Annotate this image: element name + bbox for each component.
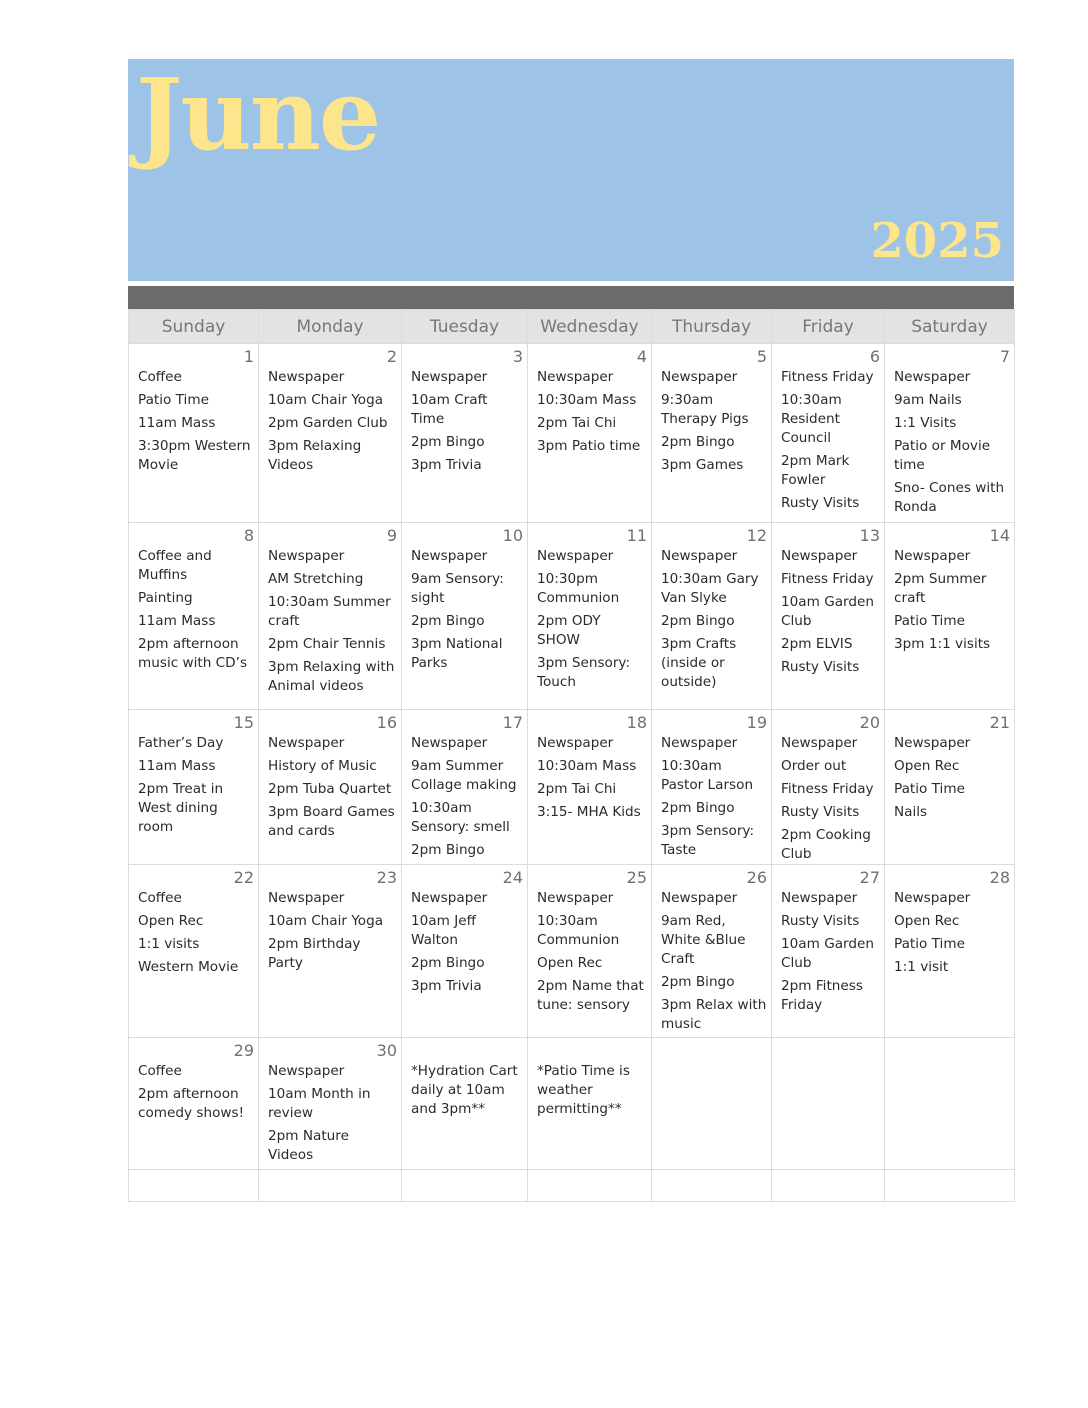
event-item: 2pm afternoon comedy shows!: [138, 1086, 245, 1121]
date-number: [781, 1040, 880, 1062]
event-item: 2pm Bingo: [411, 955, 485, 971]
event-item: Newspaper: [894, 735, 971, 751]
day-cell: [259, 1038, 402, 1170]
event-item: 2pm Name that tune: sensory: [537, 978, 644, 1013]
date-number: 7: [999, 347, 1010, 366]
date-number: [268, 1172, 397, 1194]
date-number: 5: [756, 347, 767, 366]
day-cell: [259, 344, 402, 523]
event-item: 2pm Tuba Quartet: [268, 781, 392, 797]
day-cell: [528, 1038, 652, 1170]
event-item: 3pm Sensory: Touch: [537, 655, 631, 690]
event-item: 3:15- MHA Kids: [537, 804, 641, 820]
day-cell: [259, 710, 402, 865]
day-cell: [885, 710, 1015, 865]
day-cell: [402, 865, 528, 1038]
event-item: 2pm Mark Fowler: [781, 453, 850, 488]
day-cell: [772, 865, 885, 1038]
day-cell: [652, 523, 772, 710]
event-item: Newspaper: [661, 369, 738, 385]
event-item: History of Music: [268, 758, 377, 774]
weekday-tuesday: Tuesday: [402, 310, 528, 344]
date-number: 14: [989, 526, 1010, 545]
event-item: Fitness Friday: [781, 781, 874, 797]
date-number: [411, 1040, 523, 1062]
event-item: Patio Time: [138, 392, 209, 408]
day-cell: [259, 523, 402, 710]
date-number: 2: [386, 347, 397, 366]
event-item: 9am Nails: [894, 392, 962, 408]
date-number: 10: [502, 526, 523, 545]
date-number: 22: [233, 868, 254, 887]
date-number: 9: [386, 526, 397, 545]
week-row: [129, 344, 1015, 523]
event-item: 10am Chair Yoga: [268, 392, 384, 408]
event-item: Newspaper: [411, 548, 488, 564]
event-item: 2pm Garden Club: [268, 415, 388, 431]
day-cell: [885, 865, 1015, 1038]
day-cell: [772, 1038, 885, 1170]
event-item: 2pm ODY SHOW: [537, 613, 601, 648]
event-item: 9am Summer Collage making: [411, 758, 517, 793]
event-item: 10:30am Resident Council: [781, 392, 842, 446]
date-number: [661, 1172, 767, 1194]
event-item: 11am Mass: [138, 758, 216, 774]
weekday-friday: Friday: [772, 310, 885, 344]
month-title: June: [136, 58, 380, 173]
date-number: 12: [746, 526, 767, 545]
day-cell: [528, 710, 652, 865]
date-number: [894, 1172, 1010, 1194]
date-number: 30: [376, 1041, 397, 1060]
day-cell: [885, 1038, 1015, 1170]
event-item: Newspaper: [781, 548, 858, 564]
event-item: 2pm Treat in West dining room: [138, 781, 224, 835]
event-item: Newspaper: [781, 735, 858, 751]
date-number: 1: [243, 347, 254, 366]
event-item: 10am Craft Time: [411, 392, 488, 427]
event-item: 2pm Tai Chi: [537, 415, 617, 431]
event-item: *Patio Time is weather permitting**: [537, 1063, 630, 1117]
day-cell: [129, 523, 259, 710]
day-cell: [772, 1170, 885, 1202]
event-item: Patio or Movie time: [894, 438, 991, 473]
event-item: 3pm Patio time: [537, 438, 641, 454]
date-number: 23: [376, 868, 397, 887]
day-cell: [652, 1038, 772, 1170]
day-cell: [652, 1170, 772, 1202]
day-cell: [885, 344, 1015, 523]
date-number: [537, 1172, 647, 1194]
event-item: 3pm National Parks: [411, 636, 503, 671]
event-item: 2pm Bingo: [411, 842, 485, 858]
event-item: Rusty Visits: [781, 804, 860, 820]
event-item: 1:1 visits: [138, 936, 200, 952]
event-item: 10am Garden Club: [781, 936, 875, 971]
day-cell: [129, 1038, 259, 1170]
event-item: 10:30am Summer craft: [268, 594, 391, 629]
event-item: Newspaper: [537, 890, 614, 906]
event-item: 3pm Relaxing with Animal videos: [268, 659, 395, 694]
day-cell: [652, 710, 772, 865]
event-item: 10:30am Pastor Larson: [661, 758, 754, 793]
event-item: Open Rec: [894, 758, 960, 774]
event-item: Open Rec: [537, 955, 603, 971]
week-row: [129, 865, 1015, 1038]
event-item: Newspaper: [268, 1063, 345, 1079]
date-number: [537, 1040, 647, 1062]
event-item: 2pm Bingo: [661, 613, 735, 629]
calendar-header: [128, 59, 1014, 281]
event-item: Newspaper: [268, 890, 345, 906]
date-number: 21: [989, 713, 1010, 732]
event-item: Newspaper: [894, 369, 971, 385]
event-item: Fitness Friday: [781, 369, 874, 385]
event-item: 2pm Tai Chi: [537, 781, 617, 797]
day-cell: [402, 1170, 528, 1202]
date-number: 4: [636, 347, 647, 366]
weekday-thursday: Thursday: [652, 310, 772, 344]
event-item: 3pm Games: [661, 457, 744, 473]
event-item: 11am Mass: [138, 415, 216, 431]
event-item: Newspaper: [411, 735, 488, 751]
day-cell: [259, 1170, 402, 1202]
event-item: 10am Jeff Walton: [411, 913, 476, 948]
week-row: [129, 710, 1015, 865]
event-item: 3:30pm Western Movie: [138, 438, 251, 473]
day-cell: [402, 344, 528, 523]
event-item: 11am Mass: [138, 613, 216, 629]
day-cell: [528, 1170, 652, 1202]
event-item: Coffee: [138, 890, 182, 906]
event-item: Coffee and Muffins: [138, 548, 212, 583]
event-item: Patio Time: [894, 936, 965, 952]
calendar-grid: [128, 309, 1015, 1202]
date-number: 27: [859, 868, 880, 887]
day-cell: [402, 523, 528, 710]
event-item: Rusty Visits: [781, 913, 860, 929]
event-item: Sno- Cones with Ronda: [894, 480, 1005, 515]
event-item: Newspaper: [894, 890, 971, 906]
year-title: 2025: [870, 213, 1004, 269]
date-number: 13: [859, 526, 880, 545]
date-number: 17: [502, 713, 523, 732]
event-item: Newspaper: [537, 369, 614, 385]
date-number: 8: [243, 526, 254, 545]
day-cell: [772, 523, 885, 710]
event-item: Coffee: [138, 1063, 182, 1079]
event-item: 2pm Bingo: [661, 800, 735, 816]
event-item: 10:30am Sensory: smell: [411, 800, 510, 835]
event-item: 9am Sensory: sight: [411, 571, 504, 606]
date-number: [411, 1172, 523, 1194]
event-item: 10am Garden Club: [781, 594, 875, 629]
event-item: 3pm Sensory: Taste: [661, 823, 755, 858]
event-item: Newspaper: [268, 369, 345, 385]
date-number: 24: [502, 868, 523, 887]
event-item: 10:30pm Communion: [537, 571, 620, 606]
date-number: 11: [626, 526, 647, 545]
event-item: 2pm afternoon music with CD’s: [138, 636, 248, 671]
week-row: [129, 1038, 1015, 1170]
event-item: Rusty Visits: [781, 659, 860, 675]
event-item: Father’s Day: [138, 735, 224, 751]
event-item: Open Rec: [138, 913, 204, 929]
event-item: 3pm Relax with music: [661, 997, 767, 1032]
day-cell: [129, 865, 259, 1038]
event-item: 3pm Crafts (inside or outside): [661, 636, 737, 690]
event-item: Western Movie: [138, 959, 239, 975]
day-cell: [885, 1170, 1015, 1202]
date-number: [138, 1172, 254, 1194]
event-item: 2pm Bingo: [411, 613, 485, 629]
event-item: Newspaper: [537, 735, 614, 751]
date-number: 29: [233, 1041, 254, 1060]
event-item: Newspaper: [661, 548, 738, 564]
header-divider-bar: [128, 286, 1014, 309]
event-item: 2pm Chair Tennis: [268, 636, 386, 652]
event-item: 10:30am Communion: [537, 913, 620, 948]
event-item: Newspaper: [537, 548, 614, 564]
date-number: [894, 1040, 1010, 1062]
event-item: Newspaper: [411, 369, 488, 385]
event-item: Newspaper: [894, 548, 971, 564]
event-item: Newspaper: [781, 890, 858, 906]
event-item: 9:30am Therapy Pigs: [661, 392, 749, 427]
weekday-monday: Monday: [259, 310, 402, 344]
event-item: 3pm 1:1 visits: [894, 636, 991, 652]
event-item: 2pm Bingo: [661, 434, 735, 450]
event-item: 2pm Birthday Party: [268, 936, 361, 971]
event-item: 1:1 Visits: [894, 415, 957, 431]
date-number: 6: [869, 347, 880, 366]
event-item: 10:30am Mass: [537, 758, 637, 774]
event-item: 2pm ELVIS: [781, 636, 853, 652]
date-number: 20: [859, 713, 880, 732]
date-number: [781, 1172, 880, 1194]
event-item: Patio Time: [894, 781, 965, 797]
event-item: Order out: [781, 758, 847, 774]
day-cell: [652, 344, 772, 523]
event-item: 3pm Relaxing Videos: [268, 438, 362, 473]
day-cell: [885, 523, 1015, 710]
weekday-saturday: Saturday: [885, 310, 1015, 344]
weekday-header-row: [129, 310, 1015, 344]
date-number: 19: [746, 713, 767, 732]
event-item: 2pm Summer craft: [894, 571, 987, 606]
event-item: *Hydration Cart daily at 10am and 3pm**: [411, 1063, 518, 1117]
event-item: Newspaper: [411, 890, 488, 906]
event-item: 3pm Board Games and cards: [268, 804, 395, 839]
event-item: AM Stretching: [268, 571, 364, 587]
weekday-wednesday: Wednesday: [528, 310, 652, 344]
day-cell: [772, 710, 885, 865]
date-number: 28: [989, 868, 1010, 887]
day-cell: [129, 1170, 259, 1202]
weekday-sunday: Sunday: [129, 310, 259, 344]
event-item: 10am Month in review: [268, 1086, 371, 1121]
event-item: Painting: [138, 590, 193, 606]
day-cell: [528, 344, 652, 523]
date-number: 18: [626, 713, 647, 732]
event-item: Newspaper: [268, 735, 345, 751]
event-item: Newspaper: [661, 890, 738, 906]
event-item: Newspaper: [268, 548, 345, 564]
event-item: Nails: [894, 804, 928, 820]
event-item: 9am Red, White &Blue Craft: [661, 913, 746, 967]
day-cell: [259, 865, 402, 1038]
event-item: 2pm Bingo: [661, 974, 735, 990]
event-item: 1:1 visit: [894, 959, 949, 975]
event-item: 2pm Fitness Friday: [781, 978, 863, 1013]
day-cell: [402, 1038, 528, 1170]
date-number: 25: [626, 868, 647, 887]
event-item: Newspaper: [661, 735, 738, 751]
event-item: Open Rec: [894, 913, 960, 929]
date-number: 16: [376, 713, 397, 732]
day-cell: [402, 710, 528, 865]
day-cell: [528, 523, 652, 710]
event-item: 3pm Trivia: [411, 978, 482, 994]
day-cell: [772, 344, 885, 523]
event-item: 10am Chair Yoga: [268, 913, 384, 929]
day-cell: [528, 865, 652, 1038]
date-number: 15: [233, 713, 254, 732]
day-cell: [129, 344, 259, 523]
event-item: Fitness Friday: [781, 571, 874, 587]
event-item: Coffee: [138, 369, 182, 385]
day-cell: [652, 865, 772, 1038]
week-row: [129, 1170, 1015, 1202]
date-number: [661, 1040, 767, 1062]
week-row: [129, 523, 1015, 710]
date-number: 3: [512, 347, 523, 366]
event-item: 2pm Nature Videos: [268, 1128, 349, 1163]
event-item: 10:30am Gary Van Slyke: [661, 571, 759, 606]
event-item: 3pm Trivia: [411, 457, 482, 473]
event-item: 2pm Cooking Club: [781, 827, 871, 862]
event-item: Rusty Visits: [781, 495, 860, 511]
date-number: 26: [746, 868, 767, 887]
event-item: 2pm Bingo: [411, 434, 485, 450]
event-item: 10:30am Mass: [537, 392, 637, 408]
event-item: Patio Time: [894, 613, 965, 629]
day-cell: [129, 710, 259, 865]
